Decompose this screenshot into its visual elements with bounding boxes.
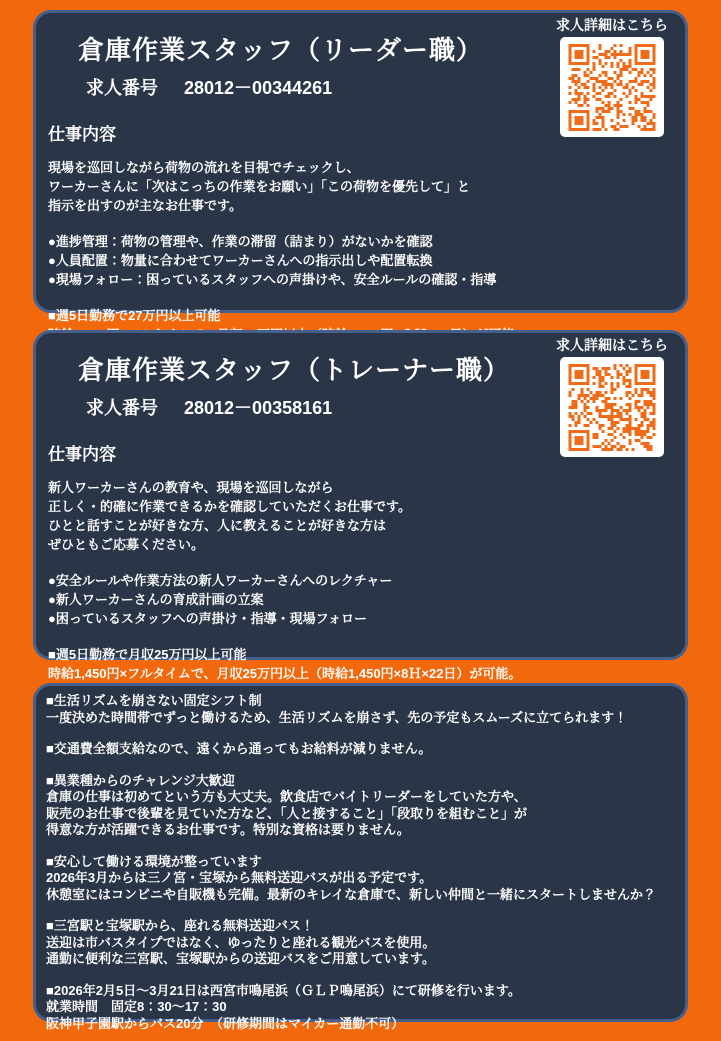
job-pay-text — [48, 645, 675, 683]
job-intro-text — [48, 158, 675, 215]
text-line: ■三宮駅と宝塚駅から、座れる無料送迎バス！ — [46, 918, 314, 933]
info-card-benefits — [33, 683, 688, 1031]
text-line: ●人員配置：物量に合わせてワーカーさんへの指示出しや配置転換 — [48, 252, 433, 268]
text-line: 指示を出すのが主なお仕事です。 — [48, 197, 242, 213]
job-card-leader — [33, 10, 688, 323]
text-line: ■2026年2月5日～3月21日は西宮市鳴尾浜（ＧＬＰ鳴尾浜）にて研修を行います。 — [46, 982, 521, 998]
qr-code — [560, 37, 664, 137]
info-section — [46, 773, 675, 839]
text-line: 阪神甲子園駅からバス20分 （研修期間はマイカー通勤不可） — [46, 1015, 405, 1031]
text-line: ●新人ワーカーさんの育成計画の立案 — [48, 591, 264, 607]
text-line: ひとと話すことが好きな方、人に教えることが好きな方は — [48, 517, 387, 533]
section-heading-job-description: 仕事内容 — [48, 124, 116, 144]
job-intro-text — [48, 478, 675, 554]
job-number-label: 求人番号 — [86, 77, 158, 98]
text-line: 販売のお仕事で後輩を見ていた方など、「人と接すること」「段取りを組むこと」が — [46, 805, 528, 821]
text-line: ワーカーさんに「次はこっちの作業をお願い」「この荷物を優先して」と — [48, 178, 470, 194]
text-line: ■交通費全額支給なので、遠くから通ってもお給料が減りません。 — [46, 741, 432, 756]
text-line: ●現場フォロー：困っているスタッフへの声掛けや、安全ルールの確認・指導 — [48, 271, 497, 287]
text-line: ●困っているスタッフへの声掛け・指導・現場フォロー — [48, 610, 367, 626]
qr-code — [560, 357, 664, 457]
info-section — [46, 741, 675, 758]
text-line: ■異業種からのチャレンジ大歓迎 — [46, 772, 235, 788]
info-section — [46, 854, 675, 904]
qr-caption: 求人詳細はこちら — [556, 17, 668, 33]
qr-caption: 求人詳細はこちら — [556, 337, 668, 353]
text-line: 現場を巡回しながら荷物の流れを目視でチェックし、 — [48, 159, 360, 175]
text-line: ぜひともご応募ください。 — [48, 536, 205, 552]
job-card-trainer — [33, 330, 688, 681]
job-number-value: 28012－00344261 — [184, 77, 333, 98]
text-line: 時給1,450円×フルタイムで、月収25万円以上（時給1,450円×8Ｈ×22日）が可能。 — [48, 665, 522, 681]
qr-block — [552, 337, 672, 457]
text-line: ●安全ルールや作業方法の新人ワーカーさんへのレクチャー — [48, 572, 393, 588]
job-number-label: 求人番号 — [86, 397, 158, 418]
text-line: 一度決めた時間帯でずっと働けるため、生活リズムを崩さず、先の予定もスムーズに立てられます！ — [46, 709, 628, 725]
text-line: 休憩室にはコンビニや自販機も完備。最新のキレイな倉庫で、新しい仲間と一緒にスタートしませんか？ — [46, 886, 656, 902]
text-line: 2026年3月からは三ノ宮・宝塚から無料送迎バスが出る予定です。 — [46, 870, 433, 885]
info-section — [46, 983, 675, 1033]
job-number-value: 28012－00358161 — [184, 397, 333, 418]
text-line: 正しく・的確に作業できるかを確認していただくお仕事です。 — [48, 498, 411, 514]
section-heading-job-description: 仕事内容 — [48, 444, 116, 464]
job-title-trainer: 倉庫作業スタッフ（トレーナー職） — [78, 355, 511, 385]
text-line: ■週5日勤務で月収25万円以上可能 — [48, 646, 247, 662]
text-line: 得意な方が活躍できるお仕事です。特別な資格は要りません。 — [46, 822, 410, 837]
info-section — [46, 693, 675, 726]
text-line: ■生活リズムを崩さない固定シフト制 — [46, 693, 262, 708]
text-line: ■週5日勤務で27万円以上可能 — [48, 307, 221, 323]
job-duties-list — [48, 232, 675, 289]
info-section — [46, 918, 675, 968]
job-duties-list — [48, 571, 675, 628]
text-line: 就業時間 固定8：30～17：30 — [46, 999, 227, 1014]
text-line: ■安心して働ける環境が整っています — [46, 853, 262, 869]
text-line: 送迎は市バスタイプではなく、ゆったりと座れる観光バスを使用。 — [46, 934, 436, 950]
text-line: 倉庫の仕事は初めてという方も大丈夫。飲食店でバイトリーダーをしていた方や、 — [46, 789, 527, 804]
qr-block — [552, 17, 672, 137]
job-title-leader: 倉庫作業スタッフ（リーダー職） — [78, 35, 484, 65]
text-line: 新人ワーカーさんの教育や、現場を巡回しながら — [48, 479, 334, 495]
text-line: ●進捗管理：荷物の管理や、作業の滞留（詰まり）がないかを確認 — [48, 233, 433, 249]
text-line: 通勤に便利な三宮駅、宝塚駅からの送迎バスをご用意しています。 — [46, 951, 435, 966]
